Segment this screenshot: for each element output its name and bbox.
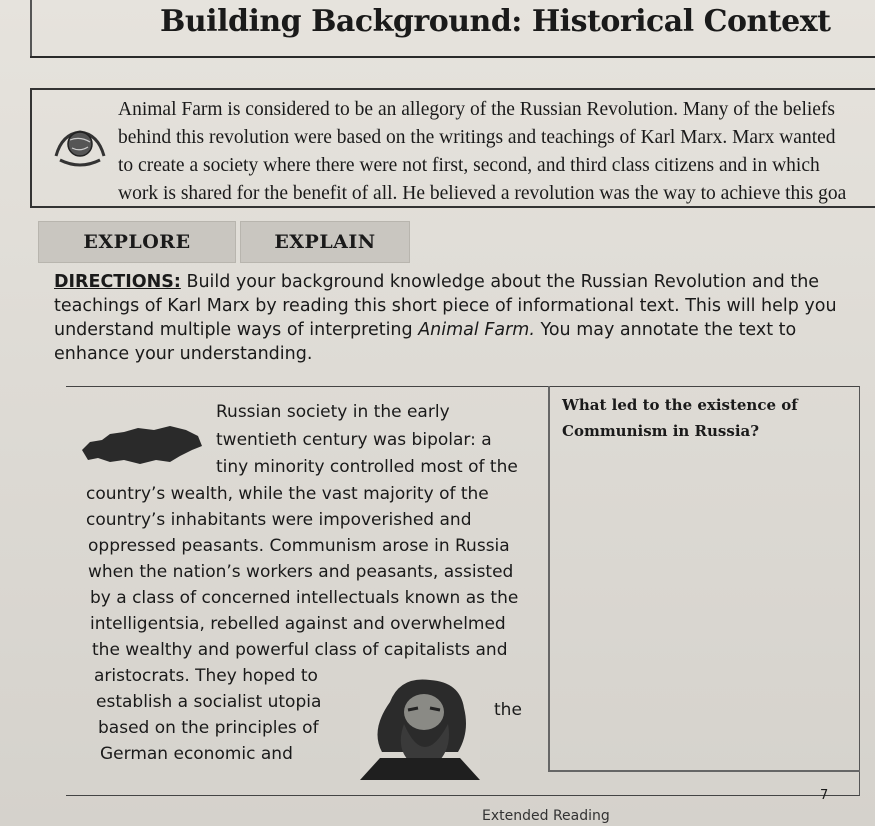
tab-explore: EXPLORE (38, 221, 236, 263)
question-line: What led to the existence of (562, 396, 798, 414)
column-divider (548, 386, 550, 772)
footer-label: Extended Reading (482, 808, 610, 824)
intro-paragraph (118, 96, 875, 208)
reading-line: country’s inhabitants were impoverished and (86, 510, 472, 530)
directions-text: understand multiple ways of interpreting (54, 320, 419, 340)
reading-line: the wealthy and powerful class of capitalists and (92, 640, 508, 660)
reading-line: tiny minority controlled most of the (216, 457, 518, 477)
reading-line: oppressed peasants. Communism arose in Russia (88, 536, 510, 556)
tab-explain: EXPLAIN (240, 221, 410, 263)
intro-line: behind this revolution were based on the writings and teachings of Karl Marx. Marx wanted (118, 127, 836, 148)
page-number: 7 (820, 788, 829, 803)
title-underline (30, 56, 875, 58)
reading-line: German economic and (100, 744, 293, 764)
directions-text: You may annotate the text to (534, 320, 797, 340)
reading-line: twentieth century was bipolar: a (216, 430, 492, 450)
russia-map-image (80, 420, 205, 468)
karl-marx-portrait-image (360, 672, 480, 780)
directions-line-1 (54, 270, 854, 294)
title-box-border (30, 0, 32, 58)
page-title: Building Background: Historical Context (160, 4, 831, 39)
book-title: Animal Farm. (418, 320, 535, 340)
intro-line: to create a society where there were not first, second, and third class citizens and in which (118, 155, 820, 176)
reading-line: when the nation’s workers and peasants, assisted (88, 562, 514, 582)
reading-line: country’s wealth, while the vast majority of the (86, 484, 489, 504)
directions-line-2: teachings of Karl Marx by reading this short piece of informational text. This will help you (54, 296, 837, 316)
question-line: Communism in Russia? (562, 422, 760, 440)
intro-line: work is shared for the benefit of all. He believed a revolution was the way to achieve this goa (118, 183, 847, 204)
reading-line: by a class of concerned intellectuals known as the (90, 588, 519, 608)
reading-line: aristocrats. They hoped to (94, 666, 318, 686)
reading-line: establish a socialist utopia (96, 692, 322, 712)
directions-line-3 (54, 318, 854, 342)
directions-line-4: enhance your understanding. (54, 344, 313, 364)
answer-area-bottom-line (548, 770, 860, 772)
directions-text: Build your background knowledge about the Russian Revolution and the (180, 272, 820, 292)
question-prompt (562, 392, 798, 444)
directions-paragraph (54, 270, 854, 366)
reading-line: based on the principles of (98, 718, 319, 738)
globe-icon (52, 126, 108, 172)
reading-line: Russian society in the early (216, 402, 450, 422)
reading-fragment: the (494, 700, 522, 720)
intro-line: Animal Farm is considered to be an allegory of the Russian Revolution. Many of the beliefs (118, 99, 836, 120)
reading-line: intelligentsia, rebelled against and overwhelmed (90, 614, 506, 634)
directions-label: DIRECTIONS: (54, 272, 181, 292)
